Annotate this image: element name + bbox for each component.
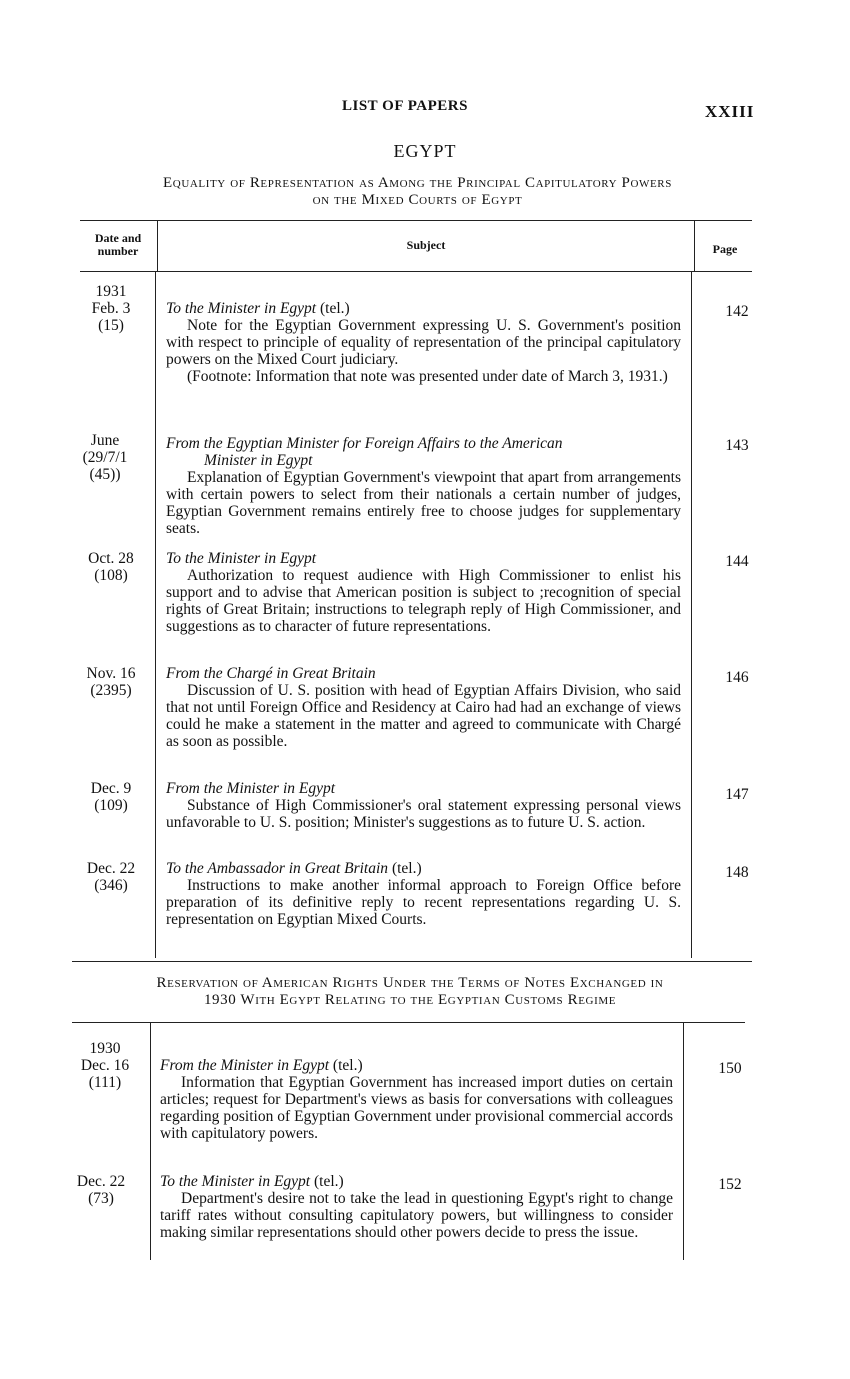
entry-title: From the Chargé in Great Britain xyxy=(166,665,376,682)
entry-date-line: Dec. 9 xyxy=(90,780,132,797)
running-title: LIST OF PAPERS xyxy=(342,98,468,114)
entry-date-line: Nov. 16 xyxy=(86,665,136,682)
entry-date-line: Dec. 22 xyxy=(76,1173,126,1190)
entry-page: 142 xyxy=(725,303,749,320)
entry-subject xyxy=(166,665,681,750)
entry-date-line: Dec. 22 xyxy=(86,860,136,877)
entry-subject xyxy=(166,435,681,537)
entry-number: (45)) xyxy=(89,466,121,483)
entry-title: To the Minister in Egypt xyxy=(166,550,317,567)
table-1-page-divider xyxy=(691,272,692,958)
page-column-header: Page xyxy=(712,242,738,256)
year-label: 1930 xyxy=(89,1040,121,1057)
entry-number: (109) xyxy=(94,797,128,814)
section-title: EGYPT xyxy=(393,141,457,161)
section-separator-rule xyxy=(72,961,752,962)
entry-date-line: (29/7/1 xyxy=(82,449,128,466)
table-2-page-divider xyxy=(683,1023,684,1260)
entry-date-line: Dec. 16 xyxy=(80,1057,130,1074)
entry-subject xyxy=(166,780,681,831)
date-column-header-line: Date and xyxy=(94,231,142,245)
entry-number: (111) xyxy=(88,1074,122,1091)
entry-title-continuation: Minister in Egypt xyxy=(204,452,313,469)
entry-date-line: Oct. 28 xyxy=(88,550,134,567)
entry-page: 143 xyxy=(725,437,749,454)
entry-paragraph: Explanation of Egyptian Government's viewpoint that apart from arrangements with certain powers to select from their nationals a certain number of judges, Egyptian Government remains entirely free to choose judges for supplementary seats. xyxy=(166,469,681,537)
table-1-header-rule xyxy=(80,271,752,272)
entry-date xyxy=(66,780,156,814)
entry-date xyxy=(66,860,156,894)
entry-subject xyxy=(166,860,681,928)
subsection-2-title-line: 1930 With Egypt Relating to the Egyptian Customs Regime xyxy=(203,992,617,1008)
subsection-1-title-line: Equality of Representation as Among the Principal Capitulatory Powers xyxy=(163,175,672,191)
entry-title-suffix: (tel.) xyxy=(388,860,422,877)
entry-number: (15) xyxy=(98,317,124,334)
entry-subject xyxy=(166,300,681,385)
entry-subject xyxy=(160,1173,673,1241)
entry-title: From the Minister in Egypt xyxy=(166,780,336,797)
entry-page: 150 xyxy=(718,1060,742,1077)
entry-date xyxy=(66,665,156,699)
entry-title-text: To the Ambassador in Great Britain xyxy=(166,860,389,877)
entry-page: 144 xyxy=(725,553,749,570)
table-2-top-rule xyxy=(72,1022,745,1023)
year-label: 1931 xyxy=(95,283,127,300)
entry-title-suffix: (tel.) xyxy=(329,1057,363,1074)
entry-paragraph: Substance of High Commissioner's oral statement expressing personal views unfavorable to U. S. position; Minister's suggestions as to future U. S. action. xyxy=(166,797,681,831)
entry-paragraph: Information that Egyptian Government has increased import duties on certain articles; request for Department's views as basis for conversations with colleagues regarding position of Egyptian Government under provisional commercial accords with capitulatory powers. xyxy=(160,1074,673,1142)
entry-date-line: June xyxy=(90,432,120,449)
entry-page: 147 xyxy=(725,786,749,803)
entry-date xyxy=(56,1173,146,1207)
entry-date xyxy=(66,300,156,334)
entry-title xyxy=(166,860,681,877)
entry-page: 152 xyxy=(718,1176,742,1193)
entry-subject xyxy=(160,1057,673,1142)
entry-title xyxy=(160,1057,673,1074)
subsection-1-title-line: on the Mixed Courts of Egypt xyxy=(312,192,523,208)
entry-page: 148 xyxy=(725,864,749,881)
entry-paragraph: Discussion of U. S. position with head of Egyptian Affairs Division, who said that not until Foreign Office and Residency at Cairo had had an exchange of views could he make a statement in the matter and agreed to communicate with Chargé as soon as possible. xyxy=(166,682,681,750)
entry-number: (346) xyxy=(94,877,128,894)
subsection-1-title xyxy=(70,175,765,209)
date-column-header-line: number xyxy=(97,244,139,258)
subsection-2-title-line: Reservation of American Rights Under the Terms of Notes Exchanged in xyxy=(156,975,664,991)
entry-title: From the Egyptian Minister for Foreign Affairs to the American xyxy=(166,435,563,452)
date-column-header xyxy=(80,232,156,258)
entry-date xyxy=(60,1057,150,1091)
entry-paragraph: Note for the Egyptian Government expressing U. S. Government's position with respect to principle of equality of representation of the principal capitulatory powers on the Mixed Court judiciary. xyxy=(166,317,681,368)
entry-number: (73) xyxy=(88,1190,114,1207)
entry-title-text: From the Minister in Egypt xyxy=(160,1057,330,1074)
entry-footnote: (Footnote: Information that note was presented under date of March 3, 1931.) xyxy=(187,368,668,385)
entry-title-suffix: (tel.) xyxy=(310,1173,344,1190)
entry-date-line: Feb. 3 xyxy=(91,300,131,317)
table-1-top-rule xyxy=(80,220,752,221)
entry-title xyxy=(160,1173,673,1190)
entry-title-text: To the Minister in Egypt xyxy=(160,1173,311,1190)
entry-subject xyxy=(166,550,681,635)
subject-column-header: Subject xyxy=(406,238,446,252)
entry-paragraph: Department's desire not to take the lead in questioning Egypt's right to change tariff rates without consulting capitulatory powers, but willingness to consider making similar representations should other powers decide to press the issue. xyxy=(160,1190,673,1241)
page-number: XXIII xyxy=(705,102,755,121)
entry-paragraph: Authorization to request audience with High Commissioner to enlist his support and to advise that American position is subject to ;recognition of special rights of Great Britain; instructions to telegraph reply of High Commissioner, and suggestions as to character of future representations. xyxy=(166,567,681,635)
entry-page: 146 xyxy=(725,669,749,686)
subsection-2-title xyxy=(60,975,760,1009)
entry-date xyxy=(66,550,156,584)
entry-number: (2395) xyxy=(90,682,132,699)
table-1-date-divider xyxy=(155,272,156,958)
entry-title-suffix: (tel.) xyxy=(316,300,350,317)
table-2-date-divider xyxy=(150,1023,151,1260)
entry-number: (108) xyxy=(94,567,128,584)
entry-date xyxy=(60,432,150,483)
entry-title-text: To the Minister in Egypt xyxy=(166,300,317,317)
entry-title xyxy=(166,300,681,317)
entry-paragraph: Instructions to make another informal approach to Foreign Office before preparation of its definitive reply to recent representations regarding U. S. representation on Egyptian Mixed Courts. xyxy=(166,877,681,928)
